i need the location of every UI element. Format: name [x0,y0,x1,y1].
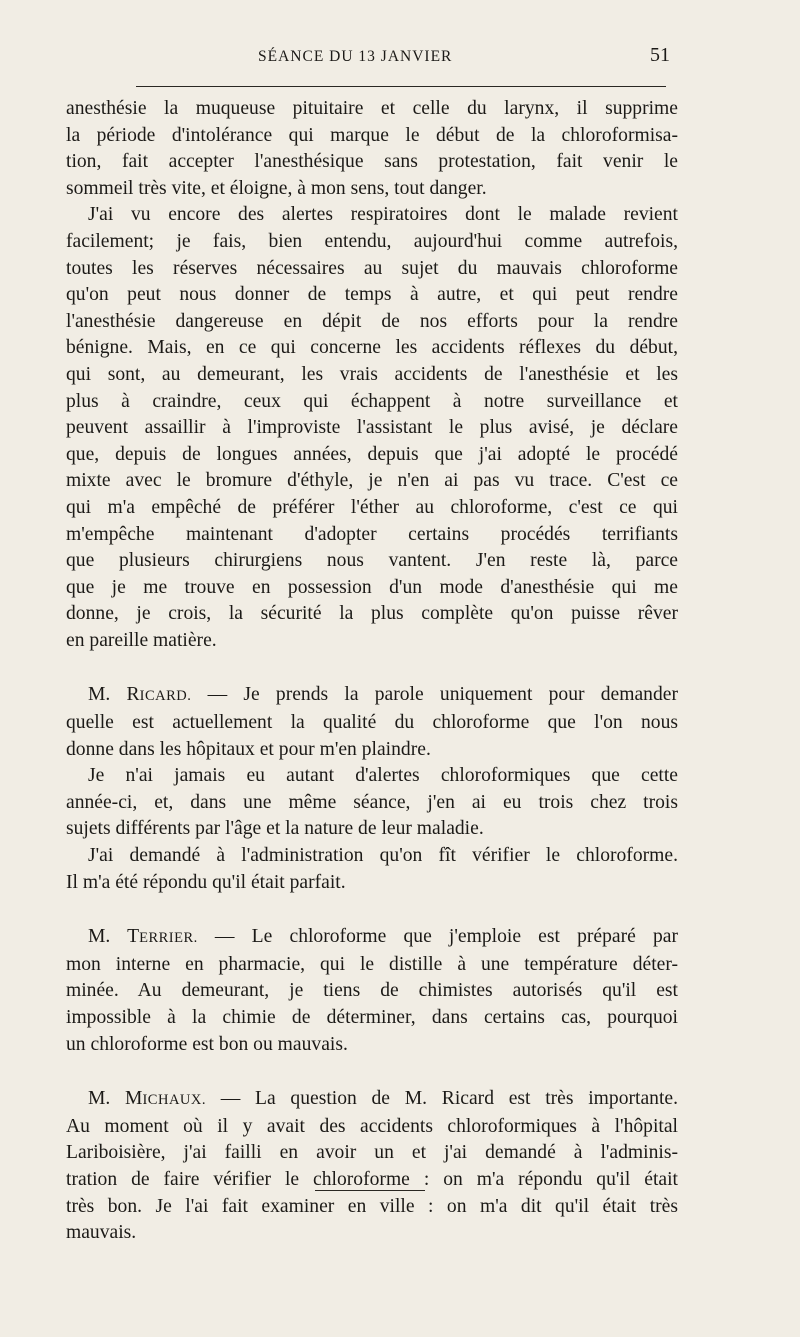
speaker-paragraph [66,924,678,1058]
header-rule [136,86,666,87]
text-line: qui sont, au demeurant, les vrais accidents de l'anesthésie et les [66,363,678,385]
text-line: très bon. Je l'ai fait examiner en ville : on m'a dit qu'il était très [66,1195,678,1217]
text-line: mon interne en pharmacie, qui le distille à une température déter- [66,953,678,975]
text-line: M. MICHAUX. — La question de M. Ricard est très importante. [88,1088,678,1110]
section-divider [315,1190,425,1191]
paragraph-gap [66,654,678,682]
text-line: donne dans les hôpitaux et pour m'en plaindre. [66,738,431,760]
text-line: année-ci, et, dans une même séance, j'en ai eu trois chez trois [66,791,678,813]
text-line: un chloroforme est bon ou mauvais. [66,1033,348,1055]
text-line: peuvent assaillir à l'improviste l'assistant le plus avisé, je déclare [66,417,678,439]
text-line: que plusieurs chirurgiens nous vantent. J'en reste là, parce [66,550,678,572]
speaker-name: M. TERRIER. [88,926,198,948]
speaker-name: M. MICHAUX. [88,1088,206,1110]
text-line: anesthésie la muqueuse pituitaire et celle du larynx, il supprime [66,98,678,119]
text-line: minée. Au demeurant, je tiens de chimistes autorisés qu'il est [66,980,678,1002]
text-line: m'empêche maintenant d'adopter certains procédés terrifiants [66,523,678,545]
text-line: J'ai demandé à l'administration qu'on fît vérifier le chloroforme. [88,845,678,867]
text-body [66,96,678,1247]
text-line: quelle est actuellement la qualité du chloroforme que l'on nous [66,712,678,734]
text-line: mauvais. [66,1222,137,1244]
text-line: Lariboisière, j'ai failli en avoir un et j'ai demandé à l'adminis- [66,1142,678,1164]
text-line: Il m'a été répondu qu'il était parfait. [66,871,346,893]
text-line: sommeil très vite, et éloigne, à mon sens, tout danger. [66,177,487,199]
page-number: 51 [650,44,670,66]
text-line: sujets différents par l'âge et la nature de leur maladie. [66,818,484,840]
page-header [0,44,800,74]
text-line: donne, je crois, la sécurité la plus complète qu'on puisse rêver [66,603,678,625]
text-line: qu'on peut nous donner de temps à autre, et qui peut rendre [66,284,678,306]
text-line: tration de faire vérifier le chloroforme : on m'a répondu qu'il était [66,1168,678,1190]
paragraph [66,96,678,202]
text-line: facilement; je fais, bien entendu, aujourd'hui comme autrefois, [66,230,678,252]
text-line: que, depuis de longues années, depuis que j'ai adopté le procédé [66,443,678,465]
paragraph [66,763,678,843]
text-line: la période d'intolérance qui marque le début de la chloroformisa- [66,124,678,146]
text-line: mixte avec le bromure d'éthyle, je n'en ai pas vu trace. C'est ce [66,470,678,492]
text-line: impossible à la chimie de déterminer, dans certains cas, pourquoi [66,1007,678,1028]
paragraph [66,843,678,896]
text-line: toutes les réserves nécessaires au sujet du mauvais chloroforme [66,257,678,279]
text-line: plus à craindre, ceux qui échappent à notre surveillance et [66,390,678,412]
text-line: l'anesthésie dangereuse en dépit de nos efforts pour la rendre [66,310,678,332]
text-line: M. RICARD. — Je prends la parole uniquement pour demander [88,684,678,706]
text-line: Je n'ai jamais eu autant d'alertes chloroformiques que cette [88,765,678,787]
speaker-paragraph [66,1086,678,1247]
text-line: tion, fait accepter l'anesthésique sans protestation, fait venir le [66,151,678,173]
speaker-name: M. RICARD. [88,684,192,706]
paragraph-gap [66,896,678,924]
text-line: en pareille matière. [66,629,217,651]
text-line: J'ai vu encore des alertes respiratoires dont le malade revient [88,204,678,226]
text-line: bénigne. Mais, en ce qui concerne les accidents réflexes du début, [66,337,678,359]
speaker-paragraph [66,682,678,763]
paragraph-gap [66,1058,678,1086]
running-title: SÉANCE DU 13 JANVIER [258,48,453,65]
paragraph [66,202,678,654]
text-line: M. TERRIER. — Le chloroforme que j'emploie est préparé par [88,926,678,948]
text-line: qui m'a empêché de préférer l'éther au chloroforme, c'est ce qui [66,496,678,518]
text-line: que je me trouve en possession d'un mode d'anesthésie qui me [66,576,678,598]
text-line: Au moment où il y avait des accidents chloroformiques à l'hôpital [66,1115,678,1137]
